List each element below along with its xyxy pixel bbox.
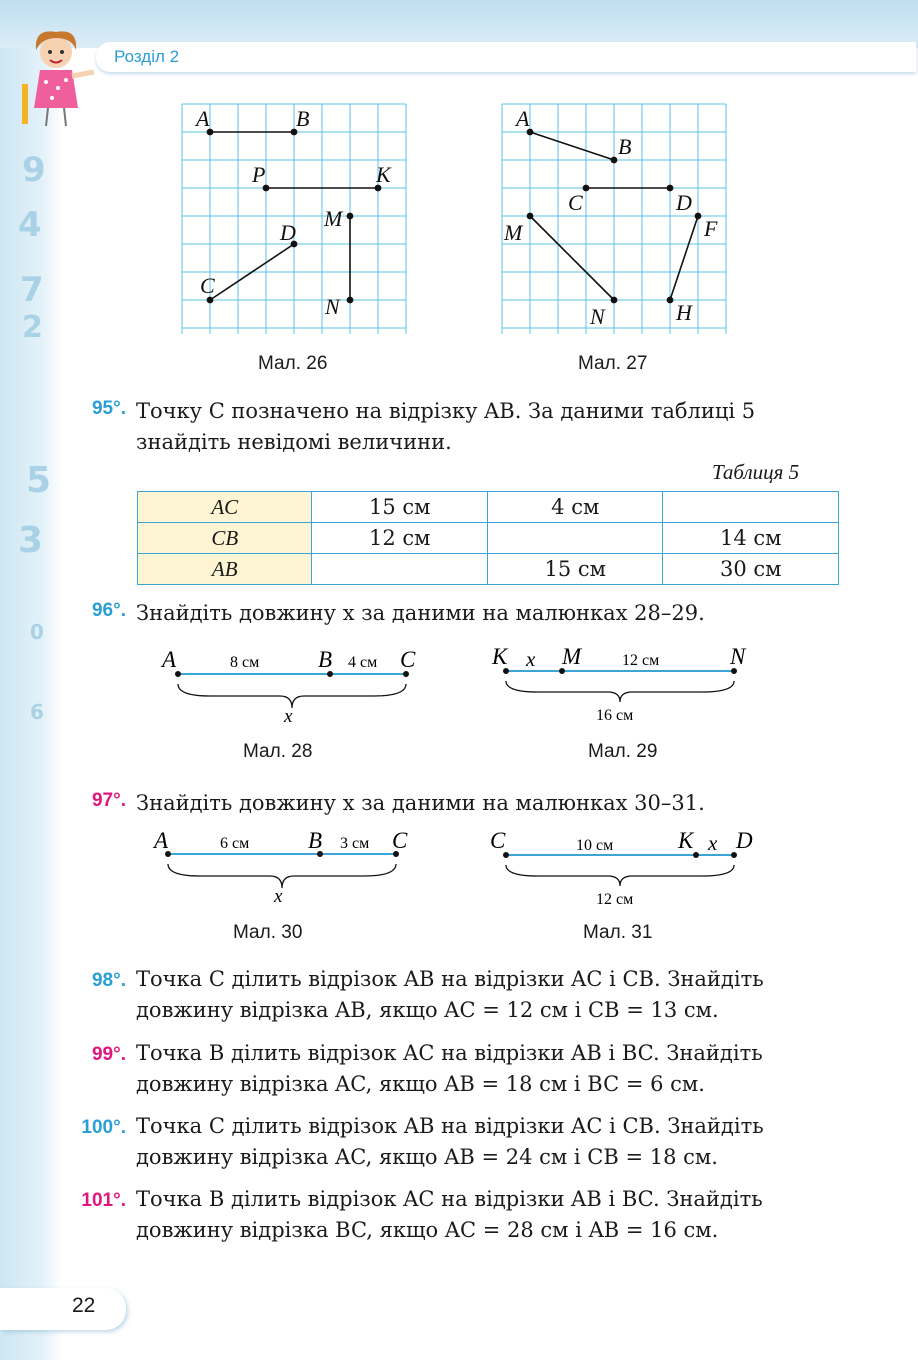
caption-fig28: Мал. 28 xyxy=(243,741,313,762)
task-95-text xyxy=(136,396,846,458)
task-99-text xyxy=(136,1038,846,1100)
label-c: C xyxy=(490,828,506,853)
label-x: x xyxy=(526,647,536,671)
table-cell: 15 см xyxy=(487,554,663,585)
task-number-100: 100°. xyxy=(81,1117,126,1138)
table-5 xyxy=(137,491,839,585)
label-a: A xyxy=(154,828,169,853)
label-n: N xyxy=(590,304,605,329)
task-number-101: 101°. xyxy=(81,1190,126,1211)
label-a: A xyxy=(162,647,177,672)
decor-digit-9: 9 xyxy=(22,150,46,190)
label-c: C xyxy=(400,647,416,672)
decor-digit-6: 6 xyxy=(30,700,44,724)
decor-digit-0: 0 xyxy=(30,620,44,644)
label-m: M xyxy=(562,644,582,669)
point-m xyxy=(527,213,532,218)
point-d xyxy=(667,185,672,190)
label-x: x xyxy=(708,831,718,855)
task-99-line1: Точка B ділить відрізок AC на відрізки AB і BC. Знайдіть xyxy=(136,1041,763,1065)
label-m: M xyxy=(504,220,523,245)
label-m: M xyxy=(324,206,343,231)
label-n: N xyxy=(325,294,340,319)
table-row xyxy=(138,554,839,585)
caption-fig29: Мал. 29 xyxy=(588,741,658,762)
task-100-text xyxy=(136,1111,846,1173)
section-header-bar xyxy=(96,42,916,72)
decor-digit-3: 3 xyxy=(18,520,44,561)
task-number-99: 99°. xyxy=(91,1044,126,1065)
point-f xyxy=(695,213,700,218)
task-95-line1: Точку C позначено на відрізку AB. За даними таблиці 5 xyxy=(136,399,756,423)
label-b: B xyxy=(318,647,333,672)
top-decor-strip xyxy=(0,0,918,48)
figure-27-grid xyxy=(500,100,732,340)
point-b xyxy=(611,157,616,162)
label-bc-length: 3 см xyxy=(340,835,370,852)
label-cd-length: 12 см xyxy=(596,891,634,908)
task-number-97: 97°. xyxy=(91,790,126,811)
label-b: B xyxy=(618,134,632,159)
table-cell: 14 см xyxy=(663,523,839,554)
table-cell xyxy=(312,554,488,585)
label-ab-length: 6 см xyxy=(220,835,250,852)
label-ck-length: 10 см xyxy=(576,837,614,854)
row-label-cb: CB xyxy=(138,523,312,554)
label-mn-length: 12 см xyxy=(622,652,660,669)
label-bc-length: 4 см xyxy=(348,654,378,671)
task-101-line1: Точка B ділить відрізок AC на відрізки AB і BC. Знайдіть xyxy=(136,1187,763,1211)
label-a: A xyxy=(196,106,210,131)
page-number: 22 xyxy=(72,1294,96,1317)
table-5-title: Таблиця 5 xyxy=(712,460,800,484)
task-100-line2: довжину відрізка AC, якщо AB = 24 см і CB = 18 см. xyxy=(136,1145,718,1169)
label-d: D xyxy=(676,190,692,215)
task-100-line1: Точка C ділить відрізок AB на відрізки AC і CB. Знайдіть xyxy=(136,1114,764,1138)
table-cell xyxy=(487,523,663,554)
label-b: B xyxy=(296,106,310,131)
label-b: B xyxy=(308,828,323,853)
table-cell: 15 см xyxy=(312,492,488,523)
table-row xyxy=(138,523,839,554)
table-cell xyxy=(663,492,839,523)
task-98-text xyxy=(136,964,846,1026)
row-label-ab: AB xyxy=(138,554,312,585)
figure-28-segment xyxy=(150,640,440,730)
table-cell: 12 см xyxy=(312,523,488,554)
decor-digit-4: 4 xyxy=(18,205,42,245)
point-m xyxy=(347,213,352,218)
caption-fig26: Мал. 26 xyxy=(258,353,328,374)
label-c: C xyxy=(200,273,215,298)
table-cell: 4 см xyxy=(487,492,663,523)
caption-fig30: Мал. 30 xyxy=(233,922,303,943)
point-h xyxy=(667,297,672,302)
label-c: C xyxy=(568,190,583,215)
decor-digit-5: 5 xyxy=(26,460,52,501)
label-d: D xyxy=(736,828,753,853)
figure-26-grid xyxy=(180,100,412,340)
label-kn-length: 16 см xyxy=(596,707,634,724)
task-99-line2: довжину відрізка AC, якщо AB = 18 см і BC = 6 см. xyxy=(136,1072,705,1096)
caption-fig27: Мал. 27 xyxy=(578,353,648,374)
label-x: x xyxy=(274,886,283,907)
section-title: Розділ 2 xyxy=(114,47,180,66)
task-number-98: 98°. xyxy=(91,970,126,991)
task-101-text xyxy=(136,1184,846,1246)
task-number-95: 95°. xyxy=(91,398,126,419)
label-p: P xyxy=(252,162,266,187)
task-96-text: Знайдіть довжину x за даними на малюнках 28–29. xyxy=(136,601,705,625)
label-k: K xyxy=(678,828,694,853)
label-c: C xyxy=(392,828,408,853)
table-cell: 30 см xyxy=(663,554,839,585)
label-x: x xyxy=(284,706,293,727)
label-k: K xyxy=(376,162,391,187)
label-f: F xyxy=(704,216,718,241)
left-decor-strip xyxy=(0,0,62,1360)
point-n xyxy=(611,297,616,302)
point-c xyxy=(583,185,588,190)
task-101-line2: довжину відрізка BC, якщо AC = 28 см і AB = 16 см. xyxy=(136,1218,719,1242)
table-row xyxy=(138,492,839,523)
row-label-ac: AC xyxy=(138,492,312,523)
point-c xyxy=(207,297,212,302)
task-97-text: Знайдіть довжину x за даними на малюнках 30–31. xyxy=(136,791,705,815)
decor-digit-7: 7 xyxy=(20,270,44,310)
figure-30-segment xyxy=(150,822,430,912)
girl-mascot-icon xyxy=(14,22,98,130)
figure-29-segment xyxy=(488,640,758,730)
caption-fig31: Мал. 31 xyxy=(583,922,653,943)
decor-digit-2: 2 xyxy=(22,310,43,345)
label-h: H xyxy=(676,300,692,325)
figure-31-segment xyxy=(486,822,766,912)
task-95-line2: знайдіть невідомі величини. xyxy=(136,430,452,454)
task-98-line1: Точка C ділить відрізок AB на відрізки AC і CB. Знайдіть xyxy=(136,967,764,991)
task-number-96: 96°. xyxy=(91,600,126,621)
label-a: A xyxy=(516,106,530,131)
page-number-tab xyxy=(0,1288,126,1330)
label-ab-length: 8 см xyxy=(230,654,260,671)
point-n xyxy=(347,297,352,302)
label-k: K xyxy=(492,644,508,669)
label-d: D xyxy=(280,220,296,245)
label-n: N xyxy=(730,644,746,669)
task-98-line2: довжину відрізка AB, якщо AC = 12 см і CB = 13 см. xyxy=(136,998,719,1022)
